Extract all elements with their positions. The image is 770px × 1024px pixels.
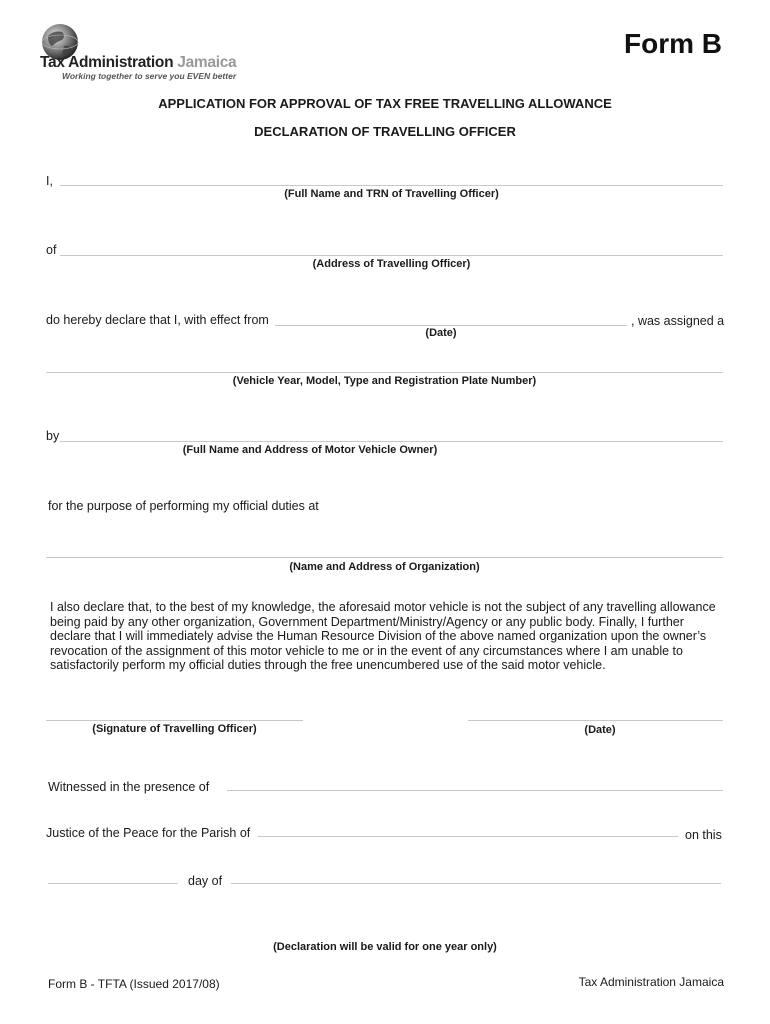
by-prefix: by xyxy=(46,429,60,443)
officer-address-caption: (Address of Travelling Officer) xyxy=(312,258,471,270)
witness-text: Witnessed in the presence of xyxy=(48,780,210,794)
declaration-line: being paid by any other organization, Government Department/Ministry/Agency or any public body. Finally, I further xyxy=(50,614,684,629)
jp-parish-text: Justice of the Peace for the Parish of xyxy=(46,826,251,840)
logo-wordmark: Tax Administration Jamaica xyxy=(40,54,237,71)
vehicle-field[interactable] xyxy=(46,372,723,373)
footer-form-id: Form B - TFTA (Issued 2017/08) xyxy=(48,977,220,991)
parish-field[interactable] xyxy=(258,836,678,837)
owner-caption: (Full Name and Address of Motor Vehicle Owner) xyxy=(182,444,438,456)
signature-date-field[interactable] xyxy=(468,720,723,721)
day-field[interactable] xyxy=(48,883,178,884)
signature-field[interactable] xyxy=(46,720,303,721)
effective-date-field[interactable] xyxy=(275,325,627,326)
organization-caption: (Name and Address of Organization) xyxy=(289,561,480,573)
officer-name-field[interactable] xyxy=(60,185,723,186)
declare-text: do hereby declare that I, with effect from xyxy=(46,313,269,327)
footer-org-name: Tax Administration Jamaica xyxy=(578,975,724,989)
signature-date-caption: (Date) xyxy=(584,724,616,736)
logo-tagline: Working together to serve you EVEN better xyxy=(62,71,237,81)
day-of-text: day of xyxy=(188,874,223,888)
declaration-line: I also declare that, to the best of my knowledge, the aforesaid motor vehicle is not the subject of any travelling allowance xyxy=(50,600,716,614)
effective-date-caption: (Date) xyxy=(425,327,457,339)
validity-note: (Declaration will be valid for one year only) xyxy=(273,941,497,953)
on-this-text: on this xyxy=(685,828,722,842)
owner-field[interactable] xyxy=(60,441,723,442)
assigned-text: , was assigned a xyxy=(631,314,725,328)
vehicle-caption: (Vehicle Year, Model, Type and Registration Plate Number) xyxy=(232,375,537,387)
purpose-text: for the purpose of performing my official duties at xyxy=(48,499,319,513)
logo xyxy=(40,22,240,82)
page-subtitle: DECLARATION OF TRAVELLING OFFICER xyxy=(254,124,516,139)
witness-field[interactable] xyxy=(227,790,723,791)
month-year-field[interactable] xyxy=(231,883,721,884)
form-title: Form B xyxy=(624,28,722,59)
declaration-line: satisfactorily perform my official duties through the free unencumbered use of the said motor vehicle. xyxy=(50,658,606,673)
declaration-line: declare that I will immediately advise the Human Resource Division of the above named organization upon the owner’s xyxy=(50,629,707,644)
officer-address-field[interactable] xyxy=(60,255,723,256)
of-prefix: of xyxy=(46,243,57,257)
page-title: APPLICATION FOR APPROVAL OF TAX FREE TRAVELLING ALLOWANCE xyxy=(158,96,612,111)
signature-caption: (Signature of Travelling Officer) xyxy=(92,723,257,735)
organization-field[interactable] xyxy=(46,557,723,558)
declaration-paragraph xyxy=(50,600,730,673)
officer-name-caption: (Full Name and TRN of Travelling Officer) xyxy=(284,188,499,200)
i-prefix: I, xyxy=(46,174,53,188)
declaration-line: revocation of the assignment of this motor vehicle to me or in the event of any circumstances where I am unable to xyxy=(50,643,683,658)
